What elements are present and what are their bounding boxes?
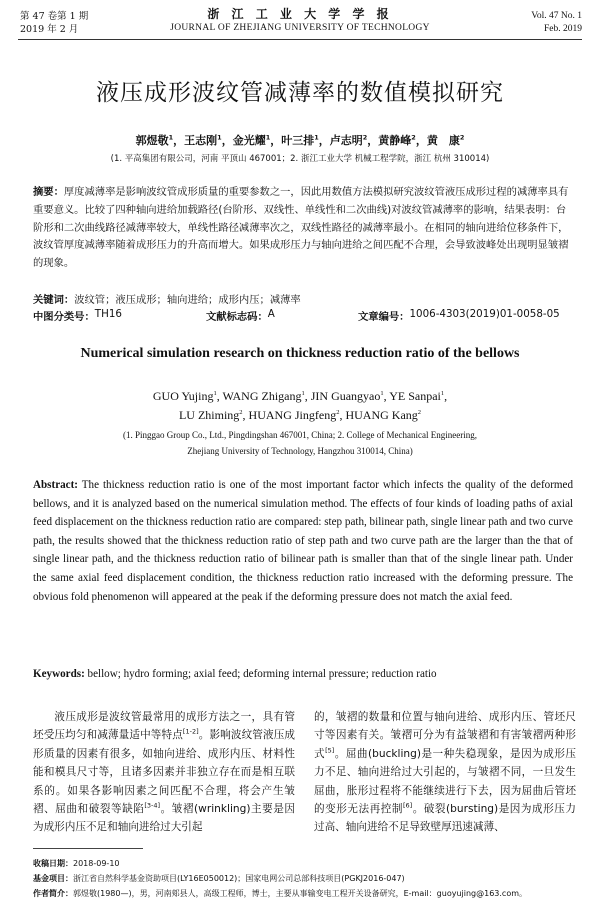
body-text: 。皱褶(wrinkling)主要是因为成形内压不足和轴向进给过大引起 bbox=[33, 803, 296, 834]
clc-value: TH16 bbox=[94, 308, 122, 320]
author-affil-mark: 2 bbox=[417, 409, 422, 416]
body-text: 。屈曲(buckling)是一种失稳现象，是因为成形压力不足、轴向进给过大引起的，与皱褶不同，一旦发生屈曲，胀形过程将不能继续进行下去，因为屈曲后管坯的变形无法再控制 bbox=[314, 747, 576, 816]
doc-code-label: 文献标志码： bbox=[206, 311, 268, 323]
body-text: 的，皱褶的数量和位置与轴向进给、成形内压、管坯尺寸等因素有关。皱褶可分为有益皱褶和有害皱褶两种形式 bbox=[314, 711, 576, 760]
article-number-label: 文章编号： bbox=[358, 311, 410, 323]
author-affil-mark: 1 bbox=[440, 390, 445, 397]
author-bio bbox=[33, 886, 578, 901]
author-cn: 黄 康 bbox=[426, 134, 460, 147]
header-volume-cn: 第 47 卷第 1 期 bbox=[20, 11, 89, 22]
document-code bbox=[206, 308, 275, 323]
keywords-en bbox=[33, 668, 573, 680]
paper-title-en: Numerical simulation research on thickness reduction ratio of the bellows bbox=[80, 346, 520, 361]
author-affil-mark: 1 bbox=[213, 390, 217, 397]
author-cn: 金光耀 bbox=[232, 134, 266, 147]
abstract-en-text: The thickness reduction ratio is one of the most important factor which infects the quality of the deformed bellows, and it is analyzed based on the numerical simulation method. The effects of four kinds of loading paths of axial feed displacement on the thickness reduction ratio are compared: step path, bilinear path, single linear path and two curve path, the results showed that the thickness reduction ratio of step path and two curve path are the larger than the that of single linear path, and the thickness reduction ratio of bilinear path is smaller than that of the single linear path. Under the same axial feed displacement condition, the thickness reduction ratio increased with the deforming pressure. The obvious fold phenomenon will appeared at the peak if the deforming pressure does not match the axial feed. bbox=[33, 479, 573, 603]
body-text: 。影响波纹管液压成形质量的因素有很多，如轴向进给、成形内压、材料性能和模具尺寸等，且诸多因素并非独立存在而是相互联系的。如果各影响因素之间匹配不合理，将会产生皱褶、屈曲和破裂等缺陷 bbox=[33, 729, 296, 816]
bio-value: 郭煜敬(1980—)，男，河南郏县人，高级工程师，博士，主要从事输变电工程开关设备研究，E-mail：guoyujing@163.com。 bbox=[73, 889, 528, 898]
body-column-right bbox=[314, 708, 576, 837]
author-cn: 郭煜敬 bbox=[135, 134, 169, 147]
footnotes bbox=[33, 856, 578, 901]
author-cn: 卢志明 bbox=[329, 134, 363, 147]
citation-ref: [3-4] bbox=[144, 801, 161, 810]
abstract-en-label: Abstract: bbox=[33, 479, 78, 491]
abstract-en bbox=[33, 476, 573, 606]
bio-label: 作者简介： bbox=[33, 889, 73, 898]
journal-name-cn: 浙 江 工 业 大 学 学 报 bbox=[207, 7, 393, 21]
author-en: YE Sanpai bbox=[389, 389, 441, 403]
received-label: 收稿日期： bbox=[33, 859, 73, 868]
body-text: 液压成形是波纹管最常用的成形方法之一，具有管坯受压均匀和减薄量适中等特点 bbox=[33, 711, 295, 742]
author-affil-mark: 1 bbox=[314, 133, 319, 142]
body-text: 。破裂(bursting)是因为成形压力过高、轴向进给不足导致壁厚迅速减薄、 bbox=[314, 803, 576, 834]
author-affil-mark: 1 bbox=[265, 133, 271, 142]
affiliation-en-line2: Zhejiang University of Technology, Hangzhou 310014, China) bbox=[187, 446, 413, 456]
keywords-cn bbox=[33, 291, 573, 306]
author-cn: 黄静峰 bbox=[378, 134, 412, 147]
affiliation-en-line1: (1. Pinggao Group Co., Ltd., Pingdingshan 467001, China; 2. College of Mechanical Engineering, bbox=[123, 430, 477, 440]
header-volume-en-block bbox=[531, 10, 582, 36]
author-en: HUANG Jingfeng bbox=[248, 408, 337, 422]
journal-name-block bbox=[150, 6, 450, 35]
abstract-cn-label: 摘要： bbox=[33, 186, 64, 198]
author-affil-mark: 2 bbox=[336, 409, 340, 416]
article-number bbox=[358, 308, 560, 323]
header-divider bbox=[18, 39, 582, 40]
author-en: LU Zhiming bbox=[178, 408, 240, 422]
header-date-cn: 2019 年 2 月 bbox=[20, 24, 79, 35]
fund-label: 基金项目： bbox=[33, 874, 73, 883]
abstract-cn-text: 厚度减薄率是影响波纹管成形质量的重要参数之一，因此用数值方法模拟研究波纹管液压成形过程的减薄率具有重要意义。比较了四种轴向进给加载路径(台阶形、双线性、单线性和二次曲线)对波纹管减薄率的影响，结果表明：台阶形和二次曲线路径减薄率较大，单线性路径减薄率次之，双线性路径的减薄率最小。在相同的轴向进给位移条件下，波纹管厚度减薄率随着成形压力的升高而增大。如果成形压力与轴向进给之间匹配不合理，会导致波峰处出现明显皱褶的现象。 bbox=[33, 186, 569, 270]
keywords-cn-label: 关键词： bbox=[33, 294, 75, 306]
keywords-cn-text: 波纹管；液压成形；轴向进给；成形内压；减薄率 bbox=[74, 294, 301, 306]
author-en: WANG Zhigang bbox=[222, 389, 302, 403]
citation-ref: [5] bbox=[325, 746, 335, 755]
affiliation-en bbox=[0, 427, 600, 459]
abstract-cn bbox=[33, 184, 573, 273]
fund-info bbox=[33, 871, 578, 886]
author-affil-mark: 2 bbox=[362, 133, 368, 142]
keywords-en-label: Keywords: bbox=[33, 668, 85, 680]
body-column-left bbox=[33, 708, 295, 837]
header-volume-cn-block bbox=[20, 10, 88, 36]
article-number-value: 1006-4303(2019)01-0058-05 bbox=[409, 308, 560, 320]
paper-title-cn: 液压成形波纹管减薄率的数值模拟研究 bbox=[96, 80, 504, 106]
author-affil-mark: 1 bbox=[301, 390, 305, 397]
header-volume-en: Vol. 47 No. 1 bbox=[531, 11, 582, 21]
author-cn: 王志刚 bbox=[184, 134, 218, 147]
author-affil-mark: 2 bbox=[411, 133, 416, 142]
author-affil-mark: 2 bbox=[459, 133, 465, 142]
journal-name-en: JOURNAL OF ZHEJIANG UNIVERSITY OF TECHNOLOGY bbox=[170, 23, 430, 33]
received-date bbox=[33, 856, 578, 871]
author-cn: 叶三排 bbox=[281, 134, 315, 147]
doc-code-value: A bbox=[267, 308, 275, 320]
fund-value: 浙江省自然科学基金资助项目(LY16E050012)；国家电网公司总部科技项目(PGKJ2016-047) bbox=[73, 874, 405, 883]
citation-ref: [6] bbox=[402, 801, 413, 810]
author-en: HUANG Kang bbox=[345, 408, 418, 422]
author-list-cn: 郭煜敬$^1$，王志刚$^1$，金光耀$^1$，叶三排$^1$，卢志明$^2$，黄静峰$^2$，黄 康$^2$ bbox=[135, 133, 465, 147]
received-value: 2018-09-10 bbox=[73, 859, 120, 868]
affiliation-cn: (1. 平高集团有限公司，河南 平顶山 467001；2. 浙江工业大学 机械工程学院，浙江 杭州 310014) bbox=[110, 154, 490, 164]
author-en: JIN Guangyao bbox=[310, 389, 381, 403]
footnote-divider bbox=[33, 848, 143, 849]
citation-ref: [1-2] bbox=[182, 727, 199, 736]
author-list-en: GUO Yujing$^1$, WANG Zhigang$^1$, JIN Guangyao$^1$, YE Sanpai$^1$, LU Zhiming$^2$, HUANG Jingfeng$^2$, HUANG Kang$^2$ bbox=[152, 389, 448, 422]
author-affil-mark: 1 bbox=[168, 133, 174, 142]
author-affil-mark: 1 bbox=[380, 390, 384, 397]
author-affil-mark: 1 bbox=[217, 133, 222, 142]
clc-label: 中图分类号： bbox=[33, 311, 95, 323]
header-date-en: Feb. 2019 bbox=[544, 24, 582, 34]
keywords-en-text: bellow; hydro forming; axial feed; deforming internal pressure; reduction ratio bbox=[84, 668, 437, 680]
author-en: GUO Yujing bbox=[152, 389, 214, 403]
author-affil-mark: 2 bbox=[239, 409, 243, 416]
clc-number bbox=[33, 308, 122, 323]
